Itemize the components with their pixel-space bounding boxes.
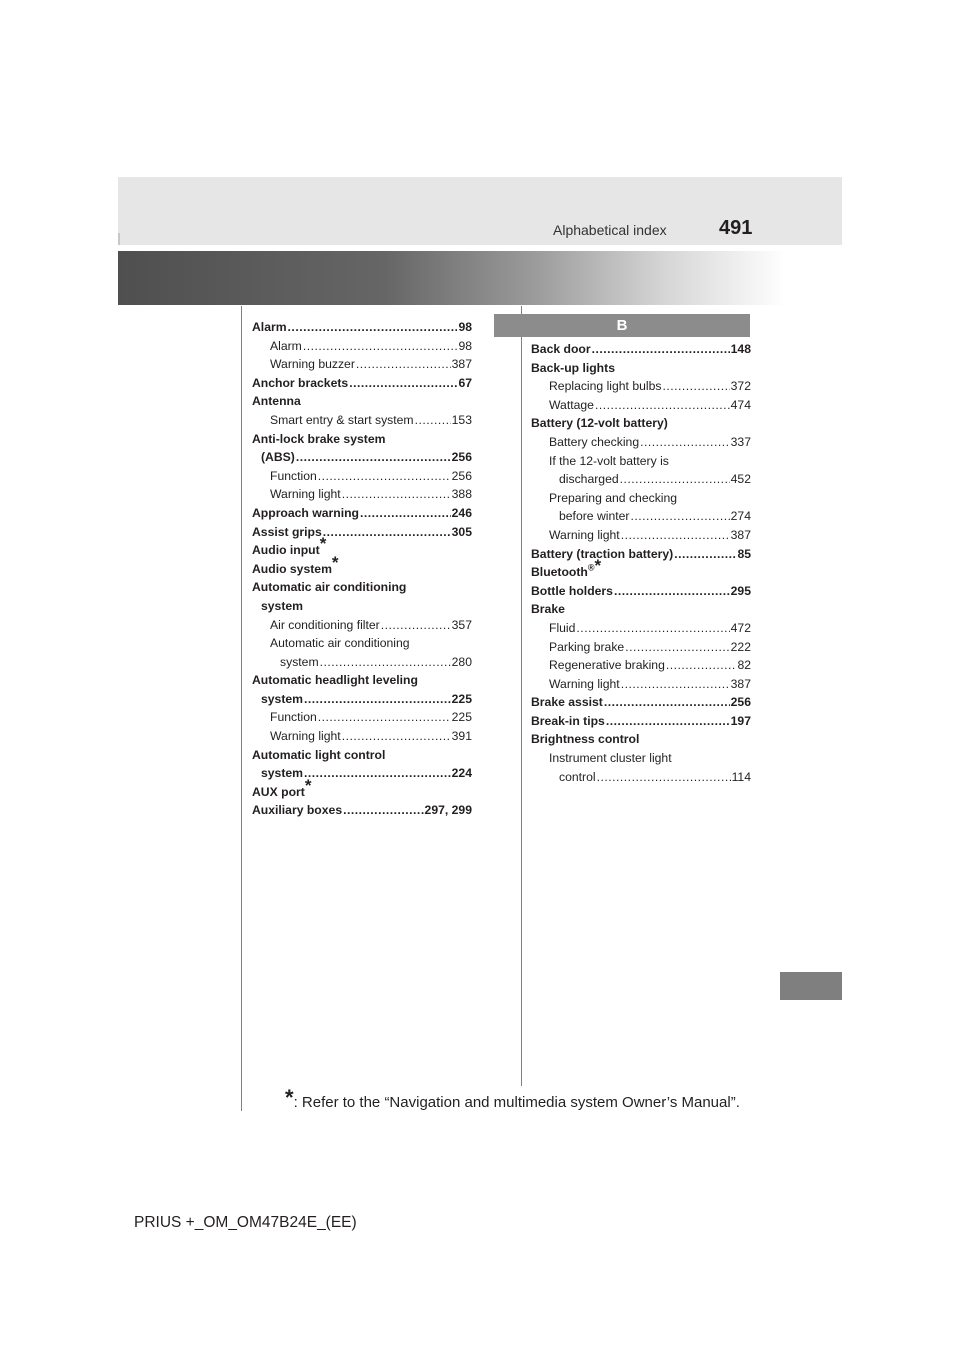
dot-leader [597, 768, 731, 787]
entry-page-ref: 295 [730, 583, 751, 598]
entry-term: Replacing light bulbs [549, 379, 662, 394]
entry-page-ref: 67 [458, 375, 472, 390]
footnote-asterisk: * [304, 775, 312, 795]
index-entry [531, 396, 751, 415]
index-column-left [252, 318, 472, 820]
entry-page-ref: 274 [730, 509, 751, 524]
dot-leader [304, 764, 451, 783]
index-entry [252, 504, 472, 523]
entry-term: Auxiliary boxes [252, 803, 343, 818]
dot-leader [604, 693, 730, 712]
document-code: PRIUS +_OM_OM47B24E_(EE) [134, 1214, 357, 1231]
entry-page-ref: 256 [451, 450, 472, 465]
dot-leader [381, 616, 451, 635]
dot-leader [621, 675, 730, 694]
entry-term: Battery (12-volt battery) [531, 416, 668, 431]
entry-page-ref: 98 [458, 320, 472, 334]
index-entry [531, 638, 751, 657]
index-entry [252, 485, 472, 504]
entry-term: Warning light [270, 729, 341, 744]
index-entry [531, 693, 751, 712]
index-entry [531, 619, 751, 638]
dot-leader [320, 653, 451, 672]
index-entry [531, 433, 751, 452]
entry-page-ref: 337 [730, 434, 751, 449]
index-entry [252, 355, 472, 374]
index-entry [252, 708, 472, 727]
entry-term: system [280, 654, 319, 669]
dot-leader [666, 656, 737, 675]
entry-term: Automatic headlight leveling [252, 673, 418, 688]
entry-term: Antenna [252, 394, 301, 409]
entry-page-ref: 85 [737, 546, 751, 561]
entry-page-ref: 225 [451, 710, 472, 725]
thumb-index-tab [780, 972, 842, 1000]
entry-page-ref: 387 [730, 527, 751, 542]
index-entry [252, 523, 472, 542]
index-entry [531, 414, 751, 433]
header-title: Alphabetical index [553, 222, 667, 238]
index-entry [252, 727, 472, 746]
entry-term: before winter [559, 509, 630, 524]
entry-page-ref: 222 [730, 639, 751, 654]
entry-term: discharged [559, 472, 619, 487]
entry-page-ref: 280 [451, 654, 472, 669]
entry-page-ref: 98 [458, 338, 472, 353]
entry-page-ref: 148 [730, 342, 751, 356]
entry-term: Back-up lights [531, 360, 615, 375]
entry-term: system [261, 598, 304, 613]
index-entry [252, 616, 472, 635]
entry-term: Battery (traction battery) [531, 546, 674, 561]
entry-term: AUX port [252, 784, 305, 799]
page-number: 491 [719, 217, 753, 239]
entry-term: Warning light [549, 527, 620, 542]
dot-leader [342, 727, 451, 746]
dot-leader [318, 708, 451, 727]
entry-term: Warning buzzer [270, 357, 355, 372]
dot-leader [606, 712, 730, 731]
footnote-asterisk: * [319, 534, 327, 554]
index-entry [252, 534, 472, 560]
entry-page-ref: 225 [451, 691, 472, 706]
entry-page-ref: 388 [451, 487, 472, 502]
index-entry [252, 430, 472, 467]
index-entry [531, 340, 751, 359]
entry-term: system [261, 766, 304, 781]
index-entry [252, 634, 472, 671]
entry-term: Anchor brackets [252, 375, 349, 390]
entry-page-ref: 153 [451, 412, 472, 427]
dot-leader [415, 411, 451, 430]
header-divider [118, 233, 120, 245]
entry-page-ref: 256 [451, 468, 472, 483]
entry-page-ref: 452 [730, 472, 751, 487]
dot-leader [662, 377, 729, 396]
dot-leader [576, 619, 729, 638]
entry-page-ref: 82 [737, 658, 751, 673]
entry-term: Function [270, 710, 317, 725]
section-banner [118, 251, 786, 305]
index-entry [531, 452, 751, 489]
entry-term: Bluetooth [531, 565, 588, 580]
entry-term: Instrument cluster light [549, 751, 672, 766]
dot-leader [614, 582, 730, 601]
dot-leader [620, 470, 730, 489]
index-entry [531, 675, 751, 694]
index-entry [531, 656, 751, 675]
entry-page-ref: 114 [731, 769, 751, 784]
footnote-mark: * [285, 1085, 294, 1110]
entry-term: Smart entry & start system [270, 412, 414, 427]
registered-mark: ® [587, 562, 595, 573]
entry-term: Preparing and checking [549, 490, 678, 505]
entry-term: Warning light [549, 676, 620, 691]
entry-page-ref: 372 [730, 379, 751, 394]
footnote-asterisk: * [594, 556, 602, 576]
dot-leader [360, 504, 451, 523]
footnote-asterisk: * [331, 552, 339, 572]
index-entry [531, 600, 751, 619]
entry-page-ref: 387 [451, 357, 472, 372]
entry-page-ref: 474 [730, 397, 751, 412]
entry-term: Alarm [252, 320, 287, 334]
dot-leader [342, 485, 451, 504]
entry-term: Warning light [270, 487, 341, 502]
dot-leader [630, 507, 729, 526]
index-entry [252, 775, 472, 802]
entry-page-ref: 297, 299 [424, 803, 472, 818]
index-column-right [531, 340, 751, 786]
dot-leader [640, 433, 730, 452]
dot-leader [592, 340, 730, 359]
index-entry [531, 359, 751, 378]
entry-page-ref: 246 [451, 505, 472, 520]
dot-leader [595, 396, 730, 415]
index-entry [252, 801, 472, 820]
dot-leader [674, 545, 736, 564]
footnote [285, 1085, 740, 1111]
entry-term: control [559, 769, 596, 784]
entry-term: Audio system [252, 561, 332, 576]
dot-leader [288, 318, 458, 337]
dot-leader [304, 690, 451, 709]
dot-leader [318, 467, 451, 486]
column-rule-left [241, 306, 242, 1111]
dot-leader [621, 526, 730, 545]
entry-term: (ABS) [261, 450, 295, 465]
index-entry [531, 377, 751, 396]
index-entry [531, 556, 751, 582]
index-entry [252, 746, 472, 783]
entry-term: Break-in tips [531, 713, 605, 728]
dot-leader [356, 355, 451, 374]
entry-page-ref: 256 [730, 695, 751, 710]
dot-leader [303, 337, 458, 356]
entry-page-ref: 391 [451, 729, 472, 744]
index-entry [531, 489, 751, 526]
index-entry [252, 467, 472, 486]
index-entry [531, 749, 751, 786]
entry-term: Brake [531, 602, 565, 617]
index-entry [252, 552, 472, 579]
index-entry [531, 526, 751, 545]
dot-leader [625, 638, 729, 657]
index-entry [531, 712, 751, 731]
entry-term: Assist grips [252, 524, 322, 539]
footnote-text: : Refer to the “Navigation and multimedia system Owner’s Manual”. [293, 1094, 740, 1112]
index-entry [252, 374, 472, 393]
entry-term: system [261, 691, 304, 706]
entry-page-ref: 472 [730, 620, 751, 635]
entry-page-ref: 305 [451, 524, 472, 539]
entry-term: Approach warning [252, 505, 359, 520]
dot-leader [323, 523, 451, 542]
entry-term: Bottle holders [531, 583, 613, 598]
entry-term: Back door [531, 342, 591, 356]
entry-term: Regenerative braking [549, 658, 665, 673]
entry-term: Wattage [549, 397, 594, 412]
dot-leader [349, 374, 457, 393]
index-entry [252, 411, 472, 430]
index-entry [252, 671, 472, 708]
dot-leader [343, 801, 423, 820]
index-entry [252, 337, 472, 356]
column-rule-middle [521, 306, 522, 1086]
index-entry [252, 318, 472, 337]
entry-term: Battery checking [549, 434, 640, 449]
entry-term: Parking brake [549, 639, 625, 654]
entry-page-ref: 197 [730, 713, 751, 728]
entry-term: Automatic light control [252, 747, 386, 762]
entry-page-ref: 224 [451, 766, 472, 781]
entry-term: Automatic air conditioning [252, 580, 407, 595]
index-entry [531, 582, 751, 601]
dot-leader [296, 448, 451, 467]
entry-term: If the 12-volt battery is [549, 453, 669, 468]
entry-term: Automatic air conditioning [270, 636, 410, 651]
section-letter-heading: B [494, 314, 750, 337]
entry-term: Brightness control [531, 732, 640, 747]
entry-term: Air conditioning filter [270, 617, 380, 632]
entry-term: Alarm [270, 338, 302, 353]
entry-term: Function [270, 468, 317, 483]
index-entry [252, 392, 472, 411]
entry-term: Brake assist [531, 695, 603, 710]
entry-page-ref: 387 [730, 676, 751, 691]
index-entry [531, 730, 751, 749]
index-entry [531, 545, 751, 564]
entry-term: Audio input [252, 543, 320, 558]
entry-term: Fluid [549, 620, 576, 635]
entry-term: Anti-lock brake system [252, 431, 386, 446]
entry-page-ref: 357 [451, 617, 472, 632]
index-entry [252, 578, 472, 615]
